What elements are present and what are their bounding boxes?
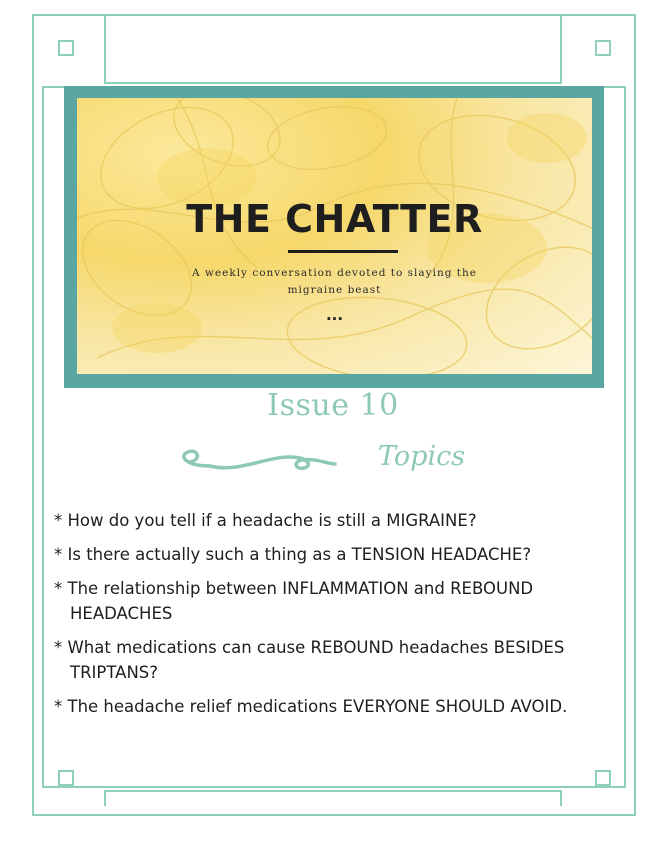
issue-number-heading: Issue 10 — [267, 388, 399, 423]
corner-ornament-bottom-left — [58, 770, 74, 786]
corner-ornament-top-right — [595, 40, 611, 56]
newsletter-subtitle: A weekly conversation devoted to slaying the migraine beast — [192, 267, 477, 296]
top-frame-rule — [104, 14, 562, 84]
topics-label: Topics — [378, 441, 466, 472]
header-banner — [64, 86, 604, 388]
bottom-frame-rule — [104, 790, 562, 806]
topics-list — [54, 508, 634, 728]
banner-ellipsis: ... — [325, 306, 344, 324]
title-underline — [288, 250, 398, 253]
corner-ornament-bottom-right — [595, 770, 611, 786]
list-item: * The relationship between INFLAMMATION and REBOUND HEADACHES — [54, 579, 534, 623]
corner-ornament-top-left — [58, 40, 74, 56]
floral-banner-image — [77, 98, 592, 374]
list-item: * What medications can cause REBOUND headaches BESIDES TRIPTANS? — [54, 638, 565, 682]
newsletter-title: THE CHATTER — [186, 197, 483, 241]
swash-ornament-icon — [172, 444, 337, 478]
list-item: * How do you tell if a headache is still a MIGRAINE? — [54, 511, 477, 530]
list-item: * Is there actually such a thing as a TENSION HEADACHE? — [54, 545, 532, 564]
list-item: * The headache relief medications EVERYONE SHOULD AVOID. — [54, 697, 568, 716]
